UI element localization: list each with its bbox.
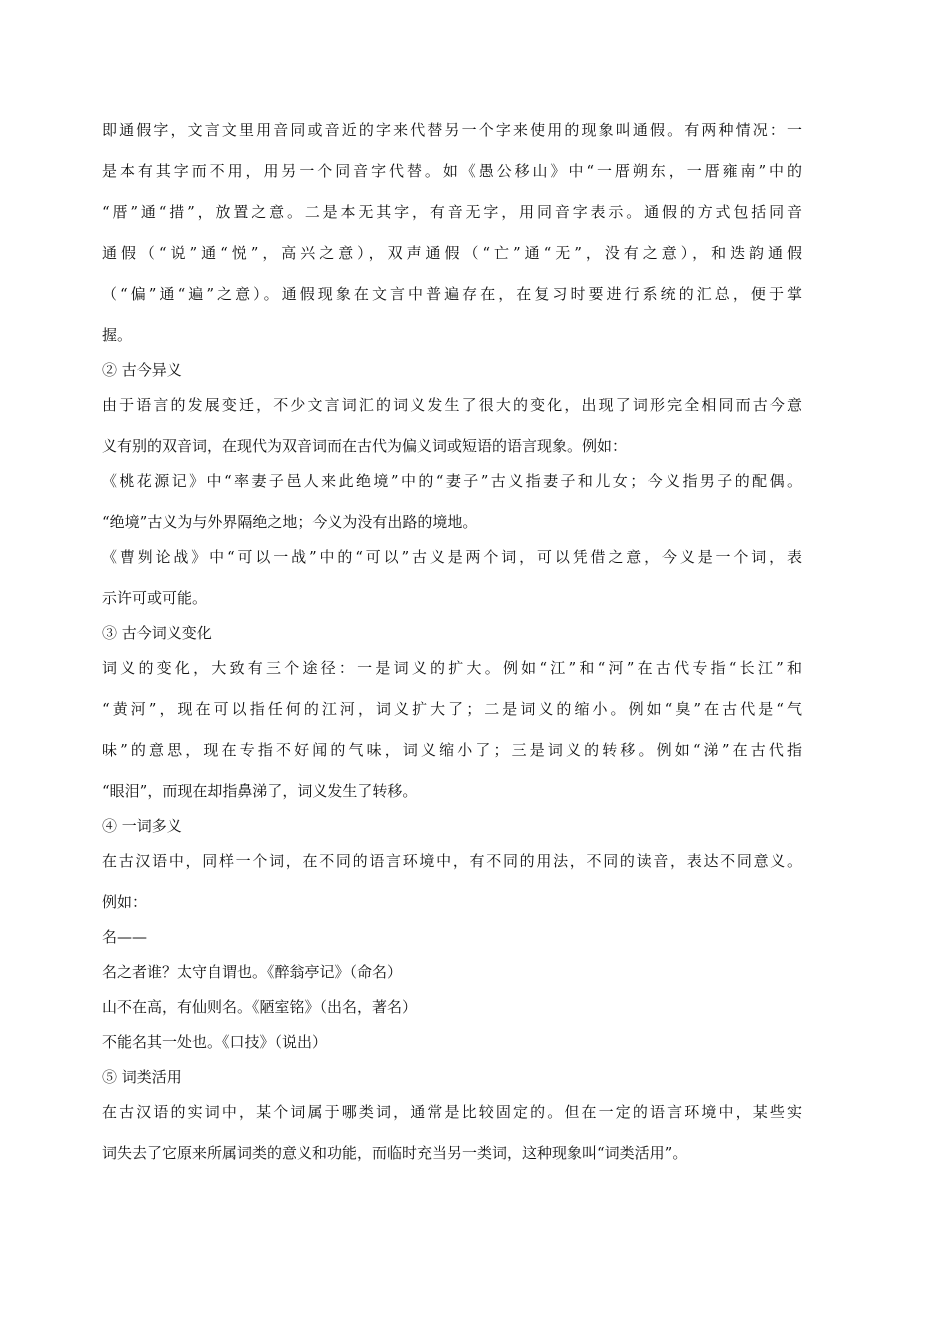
- text-line: 例如：: [102, 893, 148, 911]
- text-line: 义有别的双音词，在现代为双音词而在古代为偏义词或短语的语言现象。例如：: [102, 437, 628, 455]
- text-line: ④ 一词多义: [102, 817, 182, 835]
- text-line: 在古汉语中，同样一个词，在不同的语言环境中，有不同的用法，不同的读音，表达不同意义。: [102, 852, 802, 870]
- text-line: 握。: [102, 326, 133, 344]
- text-line: “眼泪”，而现在却指鼻涕了，词义发生了转移。: [102, 782, 418, 800]
- text-line: 名之者谁？太守自谓也。《醉翁亭记》（命名）: [102, 963, 403, 981]
- text-line: 示许可或可能。: [102, 589, 208, 607]
- text-line: 由于语言的发展变迁，不少文言词汇的词义发生了很大的变化，出现了词形完全相同而古今意: [102, 396, 802, 414]
- text-line: 山不在高，有仙则名。《陋室铭》（出名，著名）: [102, 998, 418, 1016]
- text-line: 词义的变化，大致有三个途径：一是词义的扩大。例如“江”和“河”在古代专指“长江”和: [102, 659, 802, 677]
- text-line: 词失去了它原来所属词类的意义和功能，而临时充当另一类词，这种现象叫“词类活用”。: [102, 1144, 688, 1162]
- document-body: [102, 118, 802, 1176]
- text-line: “黄河”，现在可以指任何的江河，词义扩大了；二是词义的缩小。例如“臭”在古代是“气: [102, 700, 802, 718]
- text-line: 通假（“说”通“悦”，高兴之意），双声通假（“亡”通“无”，没有之意），和迭韵通假: [102, 244, 802, 262]
- text-line: 在古汉语的实词中，某个词属于哪类词，通常是比较固定的。但在一定的语言环境中，某些实: [102, 1103, 802, 1121]
- text-line: 名——: [102, 928, 148, 946]
- text-line: “绝境”古义为与外界隔绝之地；今义为没有出路的境地。: [102, 513, 478, 531]
- text-line: 《曹刿论战》中“可以一战”中的“可以”古义是两个词，可以凭借之意，今义是一个词，表: [102, 548, 802, 566]
- text-line: 味”的意思，现在专指不好闻的气味，词义缩小了；三是词义的转移。例如“涕”在古代指: [102, 741, 802, 759]
- text-line: 《桃花源记》中“率妻子邑人来此绝境”中的“妻子”古义指妻子和儿女；今义指男子的配偶。: [102, 472, 802, 490]
- text-line: “厝”通“措”，放置之意。二是本无其字，有音无字，用同音字表示。通假的方式包括同音: [102, 203, 802, 221]
- text-line: 不能名其一处也。《口技》（说出）: [102, 1033, 328, 1051]
- text-line: 即通假字，文言文里用音同或音近的字来代替另一个字来使用的现象叫通假。有两种情况：一: [102, 121, 802, 139]
- text-line: 是本有其字而不用，用另一个同音字代替。如《愚公移山》中“一厝朔东，一厝雍南”中的: [102, 162, 802, 180]
- text-line: ⑤ 词类活用: [102, 1068, 182, 1086]
- text-line: ② 古今异义: [102, 361, 182, 379]
- text-line: （“偏”通“遍”之意）。通假现象在文言中普遍存在，在复习时要进行系统的汇总，便于掌: [102, 285, 802, 303]
- text-line: ③ 古今词义变化: [102, 624, 212, 642]
